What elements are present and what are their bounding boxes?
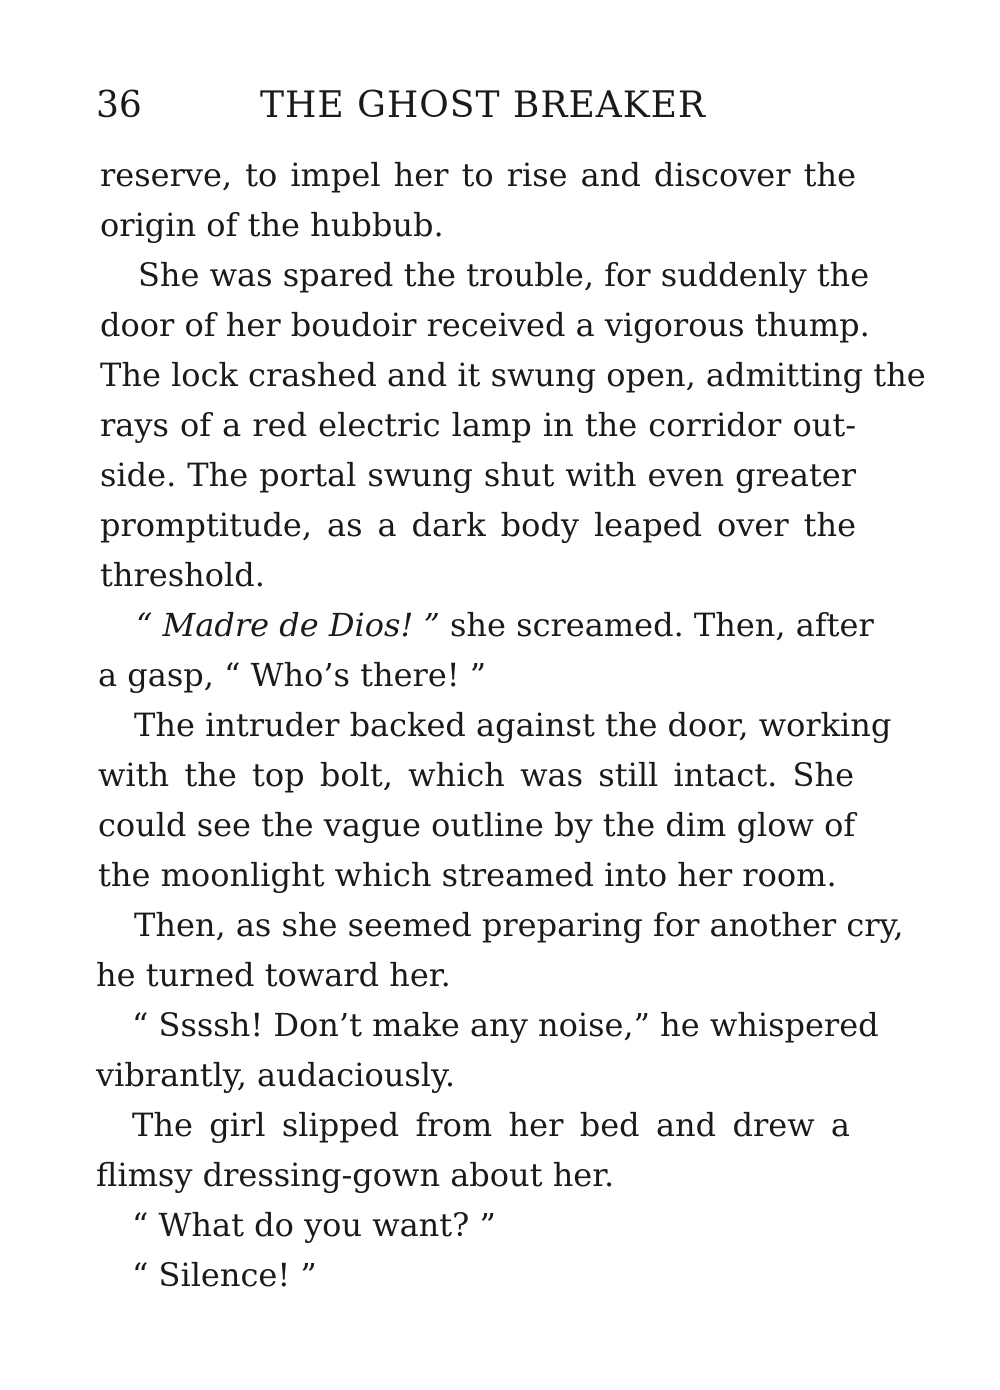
text-line: he turned toward her. <box>96 956 451 994</box>
text-line: could see the vague outline by the dim glow of <box>98 806 856 844</box>
text-line: rays of a red electric lamp in the corridor out- <box>100 406 856 444</box>
text-line: the moonlight which streamed into her room. <box>98 856 837 894</box>
text-line: promptitude, as a dark body leaped over the <box>100 506 856 544</box>
text-line: a gasp, “ Who’s there! ” <box>98 656 487 694</box>
text-line: The girl slipped from her bed and drew a <box>132 1106 850 1144</box>
page-number: 36 <box>96 85 142 126</box>
text-line: vibrantly, audaciously. <box>96 1056 455 1094</box>
text-line: She was spared the trouble, for suddenly the <box>138 256 870 294</box>
text-line: door of her boudoir received a vigorous thump. <box>100 306 870 344</box>
text-line <box>136 600 874 650</box>
text-line: threshold. <box>100 556 265 594</box>
text-line: origin of the hubbub. <box>100 206 444 244</box>
text-line: reserve, to impel her to rise and discover the <box>100 156 856 194</box>
text-line: Then, as she seemed preparing for another cry, <box>134 906 904 944</box>
text-line: side. The portal swung shut with even greater <box>100 456 856 494</box>
running-header <box>96 78 856 134</box>
text-line: flimsy dressing-gown about her. <box>96 1156 615 1194</box>
running-title: THE GHOST BREAKER <box>260 85 707 126</box>
exclamation-italic: “ Madre de Dios! ” <box>136 606 440 644</box>
text-line: “ Ssssh! Don’t make any noise,” he whispered <box>132 1006 879 1044</box>
text-line: with the top bolt, which was still intact. She <box>98 756 854 794</box>
text-line: The intruder backed against the door, working <box>134 706 892 744</box>
text-line: “ Silence! ” <box>132 1256 317 1294</box>
text-line: “ What do you want? ” <box>132 1206 496 1244</box>
exclamation-tail: she screamed. Then, after <box>439 606 874 644</box>
text-line: The lock crashed and it swung open, admitting the <box>100 356 926 394</box>
